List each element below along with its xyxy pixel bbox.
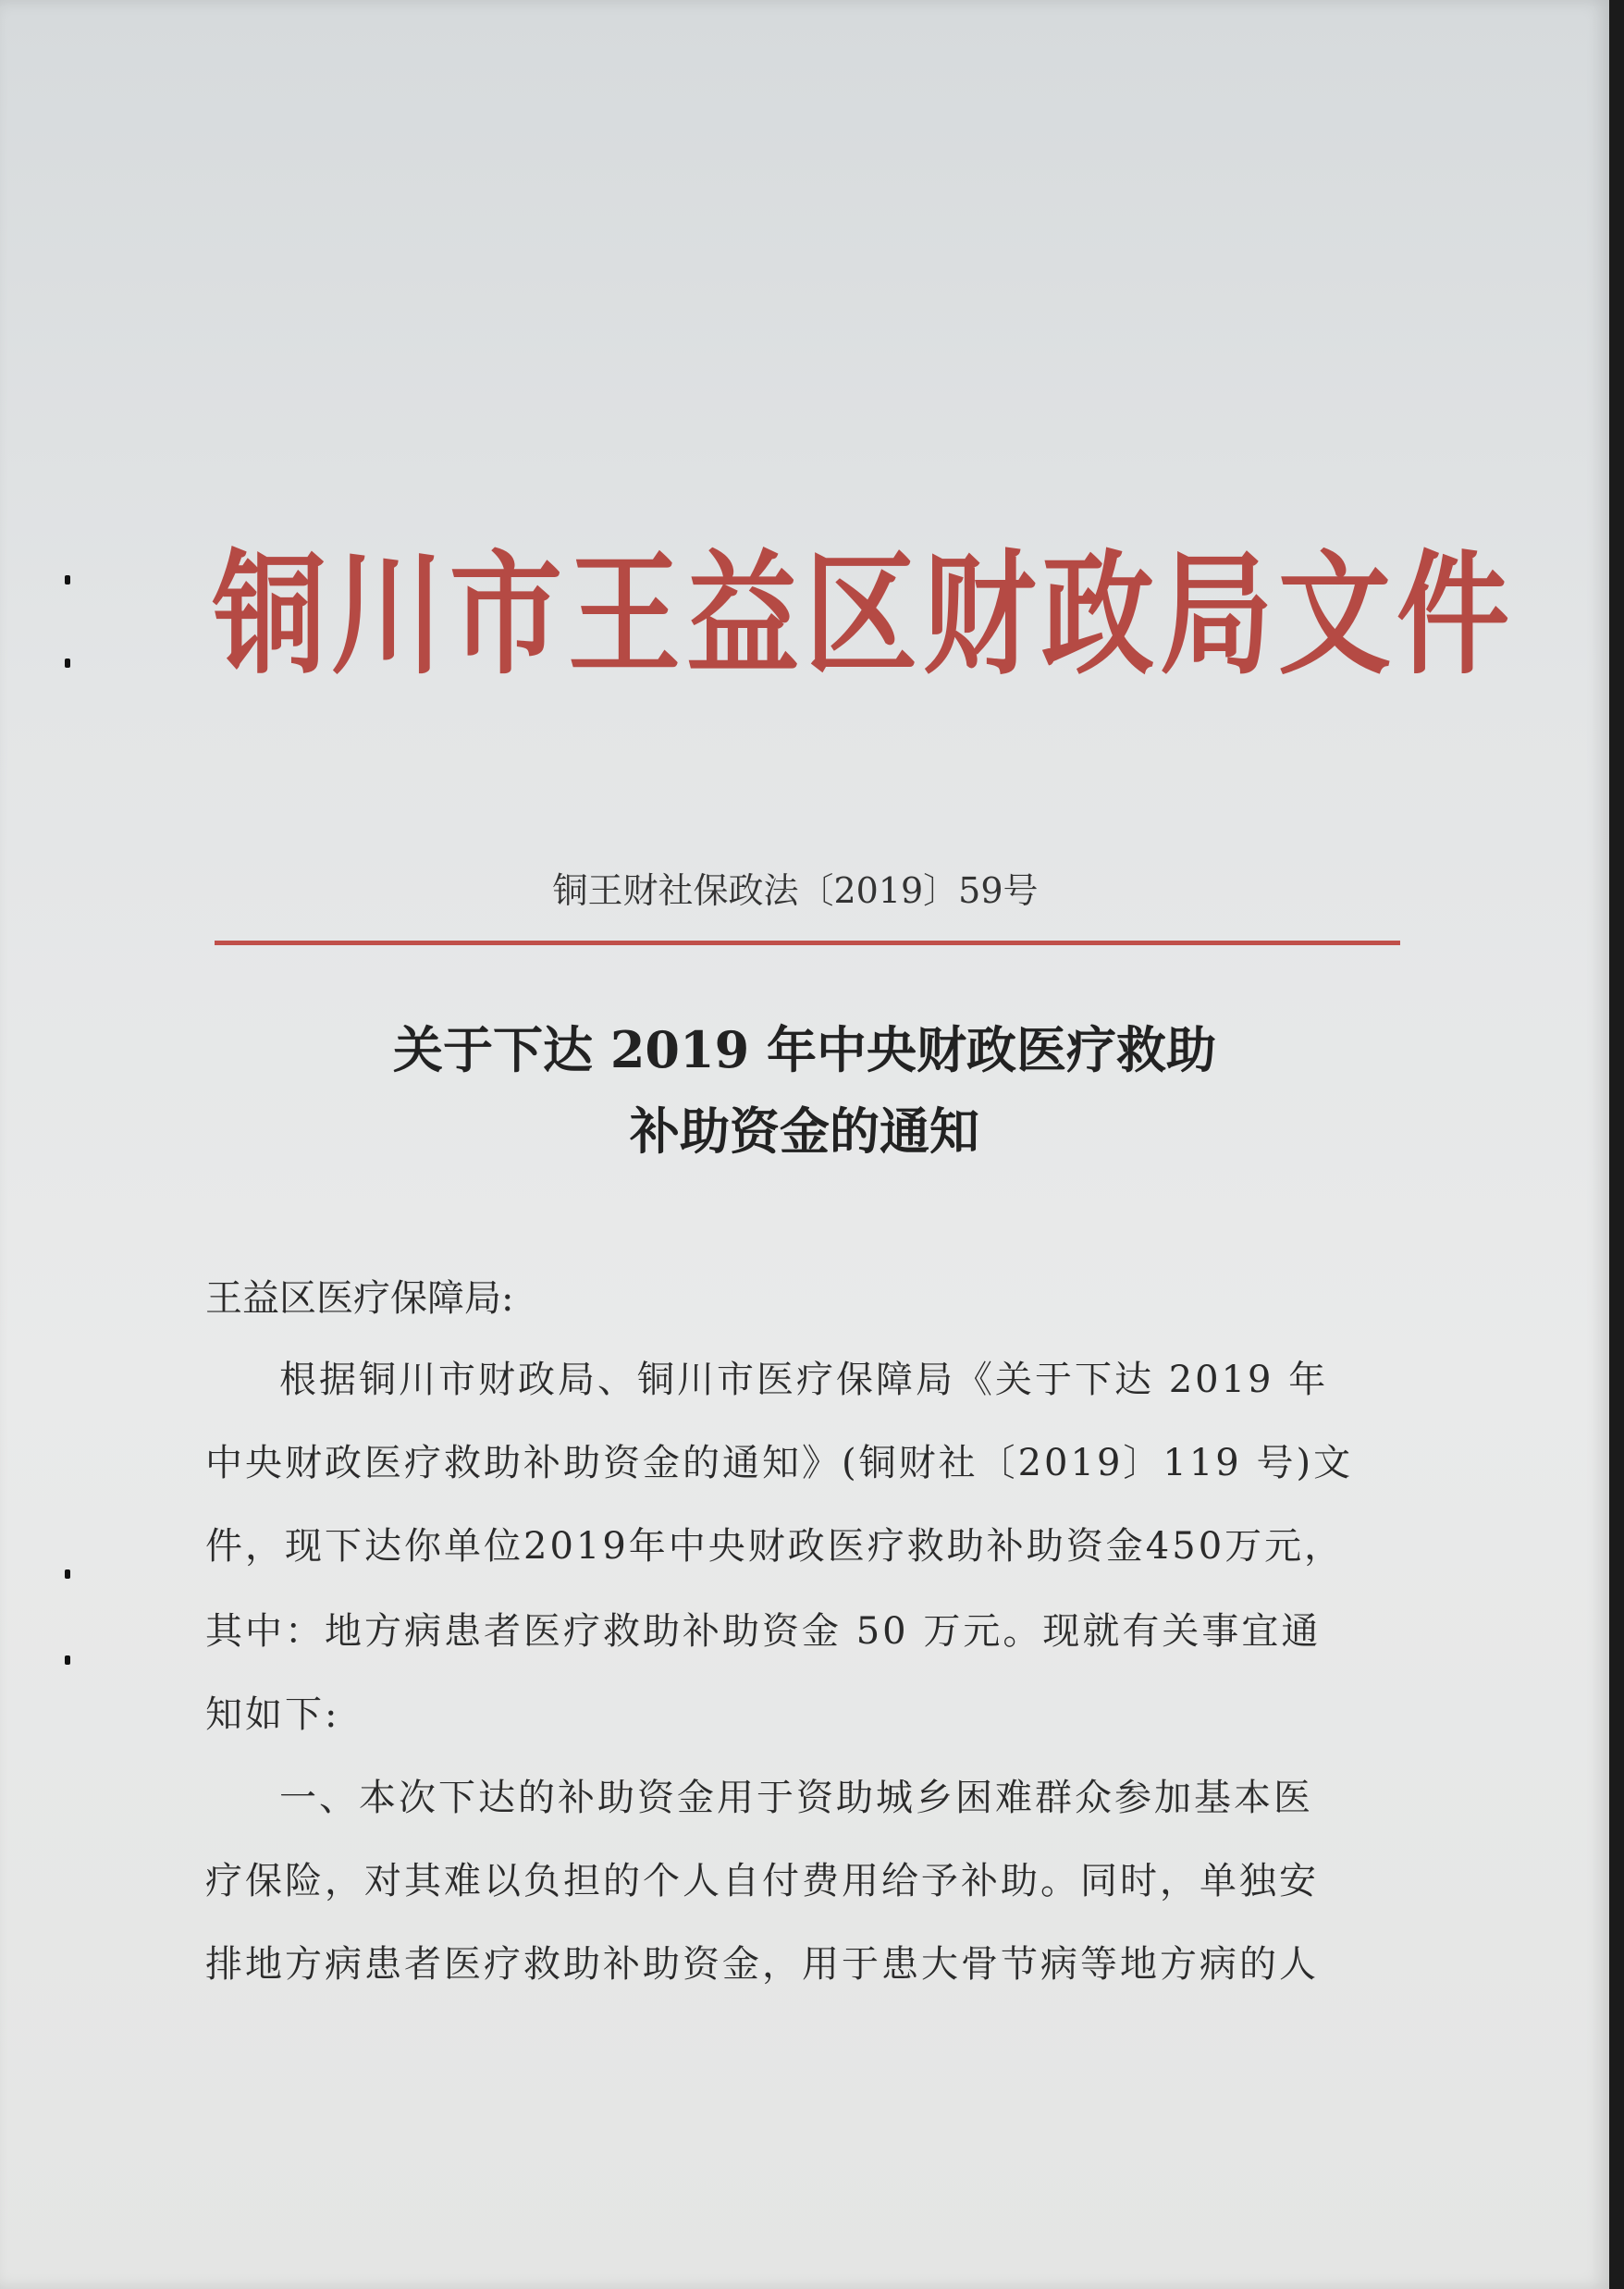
punch-mark: [65, 575, 70, 585]
red-divider-line: [215, 941, 1400, 945]
body-line: 排地方病患者医疗救助补助资金，用于患大骨节病等地方病的人: [205, 1943, 1319, 1986]
punch-mark: [65, 658, 70, 668]
notice-title-line-1: 关于下达 2019 年中央财政医疗救助: [393, 1020, 1216, 1079]
salutation: 王益区医疗保障局:: [205, 1277, 514, 1320]
body-line: 件，现下达你单位2019年中央财政医疗救助补助资金450万元，: [205, 1525, 1345, 1568]
body-line: 根据铜川市财政局、铜川市医疗保障局《关于下达 2019 年: [279, 1359, 1329, 1401]
body-line: 知如下:: [205, 1693, 340, 1736]
body-line: 一、本次下达的补助资金用于资助城乡困难群众参加基本医: [279, 1777, 1313, 1819]
body-line: 其中：地方病患者医疗救助补助资金 50 万元。现就有关事宜通: [205, 1610, 1322, 1653]
body-line: 疗保险，对其难以负担的个人自付费用给予补助。同时，单独安: [205, 1860, 1319, 1902]
document-header-title: 铜川市王益区财政局文件: [213, 535, 1515, 693]
notice-title-line-2: 补助资金的通知: [630, 1101, 979, 1161]
punch-mark: [65, 1569, 70, 1579]
document-number: 铜王财社保政法〔2019〕59号: [552, 870, 1039, 911]
punch-mark: [65, 1655, 70, 1665]
body-line: 中央财政医疗救助补助资金的通知》(铜财社〔2019〕119 号)文: [205, 1442, 1354, 1484]
